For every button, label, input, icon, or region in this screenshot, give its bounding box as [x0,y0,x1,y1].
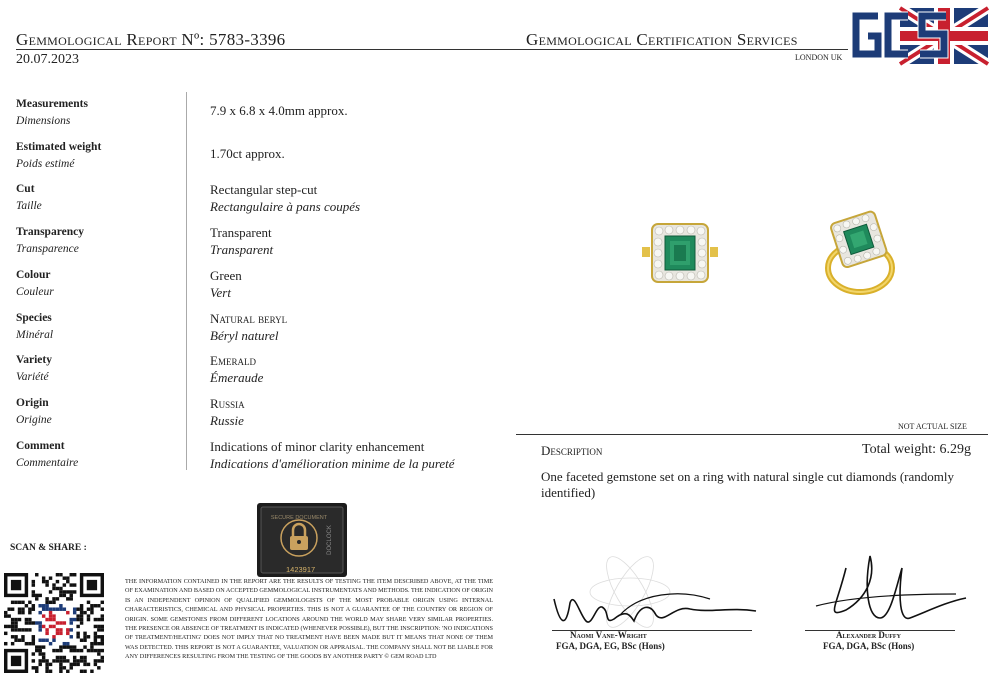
signature-alexander [806,548,976,632]
property-label-fr: Dimensions [16,115,71,127]
property-label: Variety [16,354,52,366]
property-label-fr: Poids estimé [16,158,75,170]
property-value: 7.9 x 6.8 x 4.0mm approx. [210,103,348,118]
property-label-fr: Couleur [16,286,54,298]
property-label-fr: Taille [16,200,42,212]
signature-naomi [540,585,760,633]
property-value-fr: Indications d'amélioration minime de la pureté [210,456,455,471]
description-text: One faceted gemstone set on a ring with natural single cut diamonds (randomly identified) [541,469,954,500]
svg-text:SECURE DOCUMENT: SECURE DOCUMENT [270,515,328,521]
property-value: Green [210,268,242,283]
disclaimer-text: THE INFORMATION CONTAINED IN THE REPORT ARE THE RESULTS OF TESTING THE ITEM DESCRIBED ABOVE, AT THE TIME OF EXAMINATION AND BASED ON ACCEPTED GEMMOLOGICAL INSTRUMENTATS AND METHODS. THE INDICATION OF ORIGIN IS AN INDEPENDENT OPINION OF QUALIFIED GEMMOLOGISTS OF THE MOST PROBABLE ORIGIN USING INTERNAL CHARACTERISTICS, CHEMICAL AND PHYSICAL PROPERTIES. THIS IS NOT A GUARANTEE OF THE COUNTRY OR REGION OF ORIGIN. SOME GEMSTONES FROM DIFFERENT LOCATIONS AROUND THE WORLD MAY SHARE VERY SIMILAR PROPERTIES. THE PRESENCE OR ABSENCE OF TREATMENT IS INDICATED (WHENEVER POSSIBLE), BUT THE INSCRIPTION: 'NO INDICATIONS OF TREATMENT/HEATING' DOES NOT IMPLY THAT NO TREATMENT HAVE BEEN MADE BUT IT MEANS THAT NONE OF THEM WAS DETECTED. THIS REPORT IS NOT A GUARANTEE, VALUATION OR APPRAISAL. THE COMPANY SHALL NOT BE LIABLE FOR ANY DIFFERENCES RESULTING FROM THE TESTING OF THE GOODS BY ANOTHER PARTY © GEM ROAD LTD [125,578,493,661]
description-rule [516,434,988,435]
ring-angled-view-image [822,210,900,300]
signatory-1-name: Naomi Vane-Wright [570,630,647,640]
property-value-fr: Béryl naturel [210,328,279,343]
ring-top-view-image [642,218,718,288]
property-value-fr: Vert [210,285,231,300]
property-label-fr: Commentaire [16,457,79,469]
property-value: Natural beryl [210,311,288,326]
property-value: Emerald [210,353,256,368]
property-value: Rectangular step-cut [210,182,318,197]
scan-share-label: SCAN & SHARE : [10,543,87,553]
svg-text:GCS: GCS [921,6,923,7]
signatory-1-qualifications: FGA, DGA, EG, BSc (Hons) [556,641,665,651]
property-value: Transparent [210,225,272,240]
description-heading: Description [541,443,603,458]
property-label: Measurements [16,98,88,110]
property-label-fr: Minéral [16,329,54,341]
property-label: Colour [16,269,51,281]
qr-code-icon[interactable] [4,573,104,678]
property-value-fr: Transparent [210,242,274,257]
property-label-fr: Variété [16,371,49,383]
property-value-fr: Russie [210,413,244,428]
property-label: Species [16,312,52,324]
svg-text:DOCLOCK: DOCLOCK [327,525,333,555]
property-label-fr: Transparence [16,243,79,255]
company-name: Gemmological Certification Services [526,30,798,49]
property-label-fr: Origine [16,414,52,426]
signatory-2-name: Alexander Duffy [836,630,901,640]
property-value: Russia [210,396,245,411]
property-value-fr: Émeraude [210,370,264,385]
property-label: Transparency [16,226,84,238]
seal-number: 1423917 [286,565,316,574]
total-weight: Total weight: 6.29g [862,442,972,457]
report-date: 20.07.2023 [16,52,79,67]
property-value: 1.70ct approx. [210,146,285,161]
company-location: LONDON UK [795,53,843,62]
gcs-logo [850,6,990,66]
not-actual-size-note: NOT ACTUAL SIZE [898,422,967,431]
property-value-fr: Rectangulaire à pans coupés [210,199,361,214]
property-label: Origin [16,397,49,409]
table-divider [186,92,187,470]
property-label: Comment [16,440,65,452]
property-value: Indications of minor clarity enhancement [210,439,425,454]
report-title: Gemmological Report Nº: 5783-3396 [16,30,286,49]
signatory-2-qualifications: FGA, DGA, BSc (Hons) [823,641,915,651]
property-label: Estimated weight [16,141,102,153]
property-label: Cut [16,183,35,195]
